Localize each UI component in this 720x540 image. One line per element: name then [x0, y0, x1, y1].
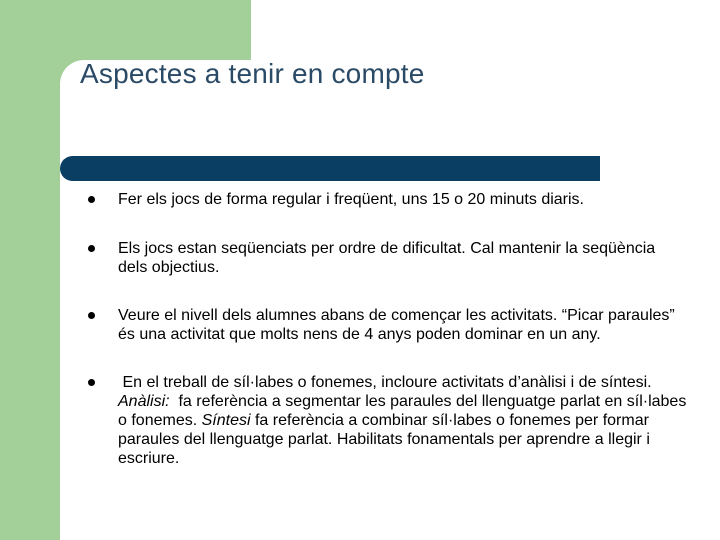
bullet-text-part: fa referència a combinar síl·labes o fonemes per formar paraules del llenguatge parlat. Habilitats fonamentals per aprendre a llegir i escriure.: [118, 412, 650, 467]
bullet-item: [88, 190, 688, 209]
bullet-text: Els jocs estan seqüenciats per ordre de dificultat. Cal mantenir la seqüència dels objectius.: [118, 240, 656, 276]
bullet-list: [88, 190, 691, 468]
bullet-text: Veure el nivell dels alumnes abans de començar les activitats. “Picar paraules” és una activitat que molts nens de 4 anys poden dominar en un any.: [118, 307, 675, 343]
bullet-item: [88, 306, 688, 344]
bullet-dot-icon: [88, 312, 95, 319]
slide-title: Aspectes a tenir en compte: [80, 58, 425, 89]
bullet-text-part: fa referència a segmentar les paraules del llenguatge parlat en síl·labes o fonemes.: [118, 393, 691, 429]
bullet-text-part: En el treball de síl·labes o fonemes, incloure activitats d’anàlisi i de síntesi.: [118, 374, 661, 391]
bullet-text: Fer els jocs de forma regular i freqüent, uns 15 o 20 minuts diaris.: [118, 191, 584, 208]
bullet-dot-icon: [88, 245, 95, 252]
term-analisi: Anàlisi:: [118, 393, 170, 410]
title-divider-bar: [60, 156, 600, 181]
bullet-dot-icon: [88, 379, 95, 386]
bullet-item: [88, 373, 691, 468]
term-sintesi: Síntesi: [201, 412, 251, 429]
bullet-item: [88, 239, 688, 277]
bullet-dot-icon: [88, 196, 95, 203]
